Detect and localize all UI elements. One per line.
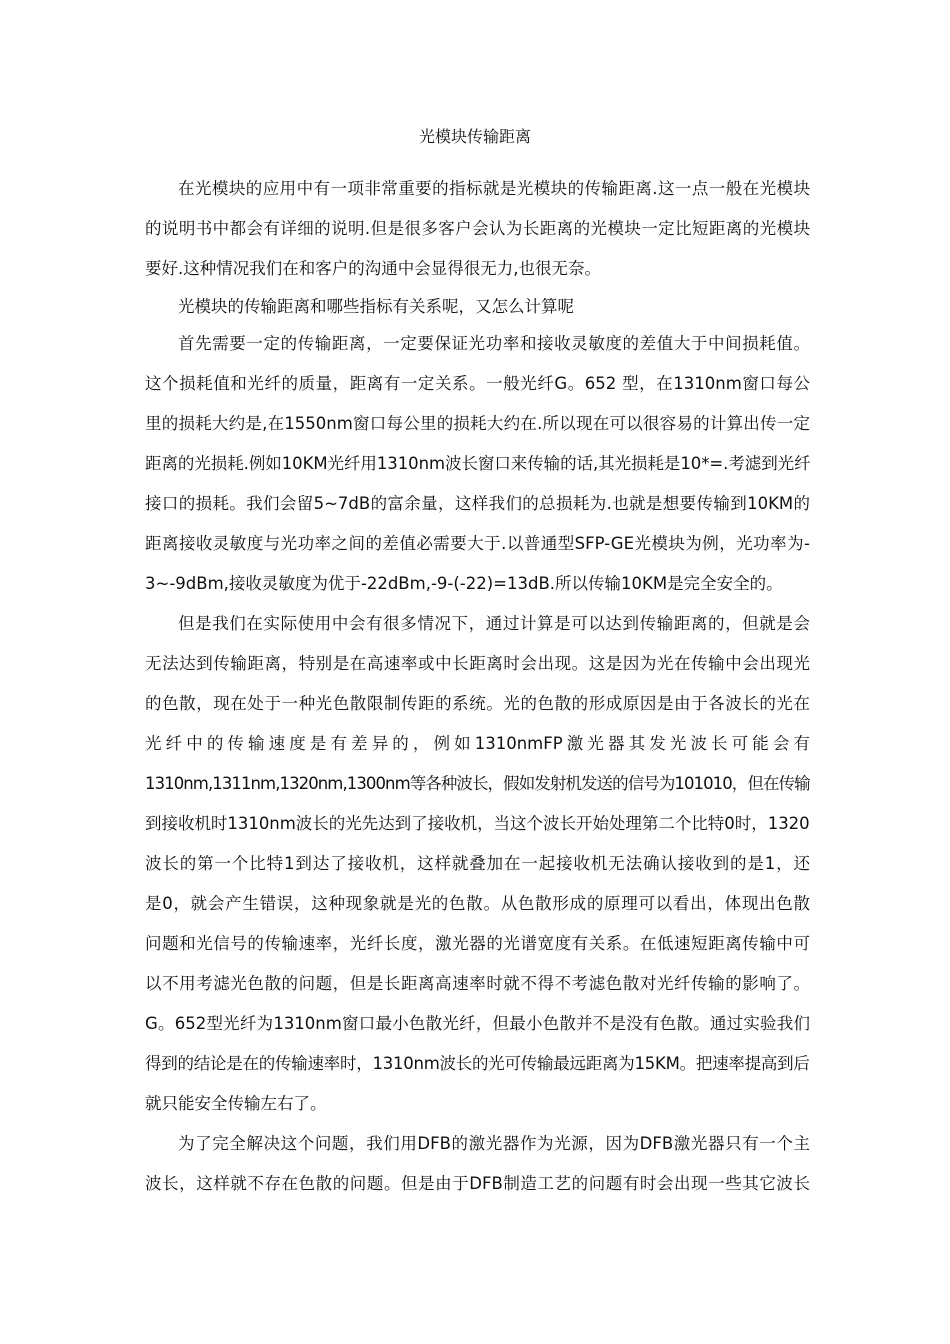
text-line: 里的损耗大约是,在1550nm窗口每公里的损耗大约在.所以现在可以很容易的计算出传一定 xyxy=(145,414,810,433)
text-line: 的说明书中都会有详细的说明.但是很多客户会认为长距离的光模块一定比短距离的光模块 xyxy=(145,219,810,238)
text-line: 的色散，现在处于一种光色散限制传距的系统。光的色散的形成原因是由于各波长的光在 xyxy=(145,694,810,713)
document-title: 光模块传输距离 xyxy=(418,127,531,146)
text-line: 问题和光信号的传输速率，光纤长度，激光器的光谱宽度有关系。在低速短距离传输中可 xyxy=(145,934,810,953)
text-line: 但是我们在实际使用中会有很多情况下，通过计算是可以达到传输距离的，但就是会 xyxy=(178,614,810,633)
text-line: 光纤中的传输速度是有差异的，例如1310nmFP激光器其发光波长可能会有 xyxy=(145,734,810,753)
text-line: 接口的损耗。我们会留5~7dB的富余量，这样我们的总损耗为.也就是想要传输到10KM的 xyxy=(145,494,810,513)
text-line: 要好.这种情况我们在和客户的沟通中会显得很无力,也很无奈。 xyxy=(145,259,601,278)
text-line: 3~-9dBm,接收灵敏度为优于-22dBm,-9-(-22)=13dB.所以传输10KM是完全安全的。 xyxy=(145,574,783,593)
text-line: 这个损耗值和光纤的质量，距离有一定关系。一般光纤G。652 型，在1310nm窗口每公 xyxy=(145,374,810,393)
text-line: 波长，这样就不存在色散的问题。但是由于DFB制造工艺的问题有时会出现一些其它波长 xyxy=(145,1174,810,1193)
text-line: 1310nm,1311nm,1320nm,1300nm等各种波长，假如发射机发送的信号为101010，但在传输 xyxy=(145,774,810,793)
text-line: 首先需要一定的传输距离，一定要保证光功率和接收灵敏度的差值大于中间损耗值。 xyxy=(178,334,810,353)
text-line: 在光模块的应用中有一项非常重要的指标就是光模块的传输距离.这一点一般在光模块 xyxy=(178,179,810,198)
text-line: 距离的光损耗.例如10KM光纤用1310nm波长窗口来传输的话,其光损耗是10*=.考滤到光纤 xyxy=(145,454,811,473)
text-line: 得到的结论是在的传输速率时，1310nm波长的光可传输最远距离为15KM。把速率提高到后 xyxy=(145,1054,810,1073)
text-line: 是0，就会产生错误，这种现象就是光的色散。从色散形成的原理可以看出，体现出色散 xyxy=(145,894,810,913)
text-line: 波长的第一个比特1到达了接收机，这样就叠加在一起接收机无法确认接收到的是1，还 xyxy=(145,854,810,873)
text-line: 光模块的传输距离和哪些指标有关系呢，又怎么计算呢 xyxy=(178,297,574,316)
text-line: 就只能安全传输左右了。 xyxy=(145,1094,327,1113)
text-line: 到接收机时1310nm波长的光先达到了接收机，当这个波长开始处理第二个比特0时，1320 xyxy=(145,814,810,833)
text-line: 距离接收灵敏度与光功率之间的差值必需要大于.以普通型SFP-GE光模块为例，光功率为- xyxy=(145,534,810,553)
text-line: 为了完全解决这个问题，我们用DFB的激光器作为光源，因为DFB激光器只有一个主 xyxy=(178,1134,810,1153)
text-line: G。652型光纤为1310nm窗口最小色散光纤，但最小色散并不是没有色散。通过实验我们 xyxy=(145,1014,810,1033)
text-line: 无法达到传输距离，特别是在高速率或中长距离时会出现。这是因为光在传输中会出现光 xyxy=(145,654,810,673)
text-line: 以不用考滤光色散的问题，但是长距离高速率时就不得不考滤色散对光纤传输的影响了。 xyxy=(145,974,810,993)
